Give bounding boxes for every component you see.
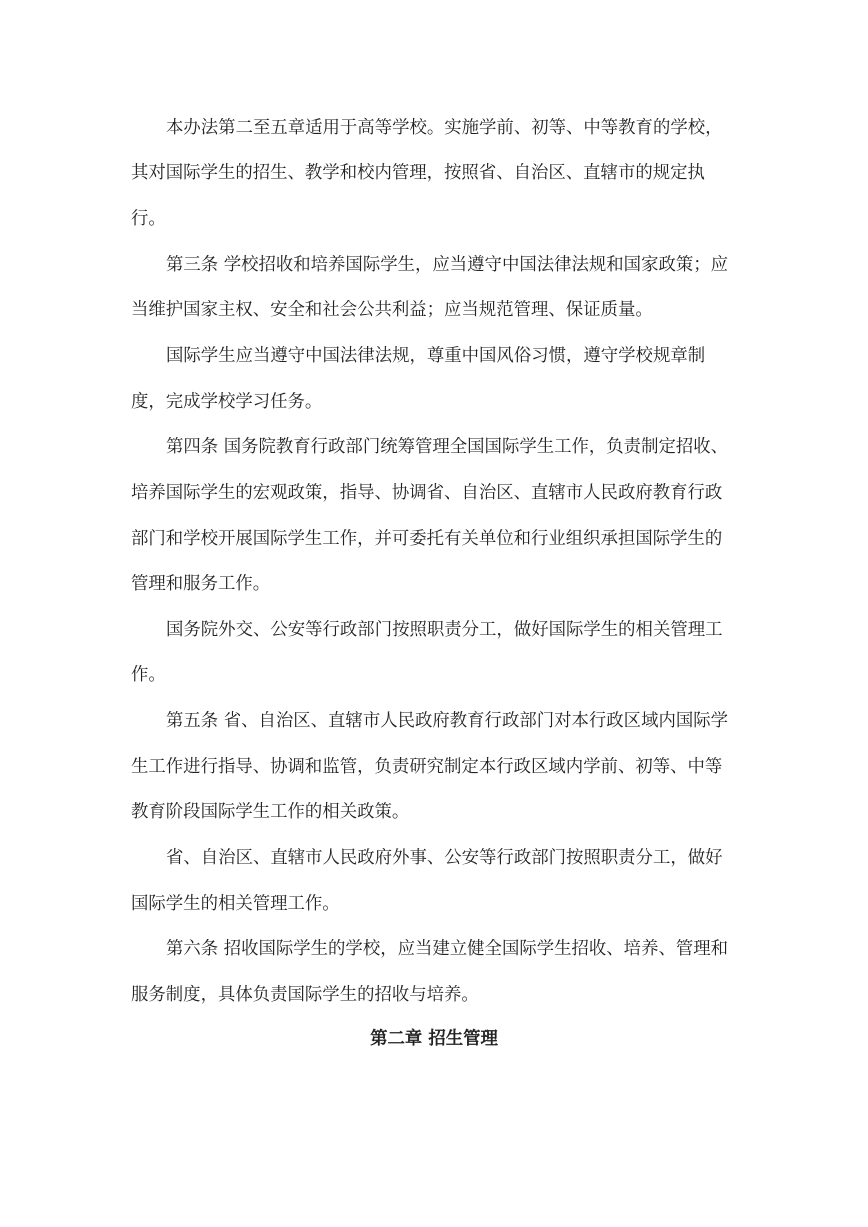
paragraph-1-line-3: 行。 <box>131 209 166 229</box>
article-4-line-4: 管理和服务工作。 <box>131 574 271 594</box>
article-5-line-2: 生工作进行指导、协调和监管，负责研究制定本行政区域内学前、初等、中等 <box>131 757 723 777</box>
article-5-line-1: 第五条 省、自治区、直辖市人民政府教育行政部门对本行政区域内国际学 <box>166 711 729 731</box>
article-6-line-1: 第六条 招收国际学生的学校，应当建立健全国际学生招收、培养、管理和 <box>166 939 729 959</box>
paragraph-5-line-2: 作。 <box>131 665 166 685</box>
article-4-line-3: 部门和学校开展国际学生工作，并可委托有关单位和行业组织承担国际学生的 <box>131 529 723 549</box>
article-5-line-3: 教育阶段国际学生工作的相关政策。 <box>131 802 410 822</box>
paragraph-5-line-1: 国务院外交、公安等行政部门按照职责分工，做好国际学生的相关管理工 <box>166 620 723 640</box>
paragraph-1-line-2: 其对国际学生的招生、教学和校内管理，按照省、自治区、直辖市的规定执 <box>131 163 705 183</box>
chapter-heading: 第二章 招生管理 <box>370 1029 498 1049</box>
article-4-line-1: 第四条 国务院教育行政部门统筹管理全国国际学生工作，负责制定招收、 <box>166 437 729 457</box>
paragraph-7-line-1: 省、自治区、直辖市人民政府外事、公安等行政部门按照职责分工，做好 <box>166 848 723 868</box>
article-3-line-1: 第三条 学校招收和培养国际学生，应当遵守中国法律法规和国家政策；应 <box>166 255 729 275</box>
paragraph-3-line-2: 度，完成学校学习任务。 <box>131 392 323 412</box>
article-3-line-2: 当维护国家主权、安全和社会公共利益；应当规范管理、保证质量。 <box>131 300 653 320</box>
paragraph-1-line-1: 本办法第二至五章适用于高等学校。实施学前、初等、中等教育的学校， <box>166 118 723 138</box>
article-6-line-2: 服务制度，具体负责国际学生的招收与培养。 <box>131 985 479 1005</box>
paragraph-3-line-1: 国际学生应当遵守中国法律法规，尊重中国风俗习惯，遵守学校规章制 <box>166 346 706 366</box>
article-4-line-2: 培养国际学生的宏观政策，指导、协调省、自治区、直辖市人民政府教育行政 <box>131 483 723 503</box>
paragraph-7-line-2: 国际学生的相关管理工作。 <box>131 894 340 914</box>
